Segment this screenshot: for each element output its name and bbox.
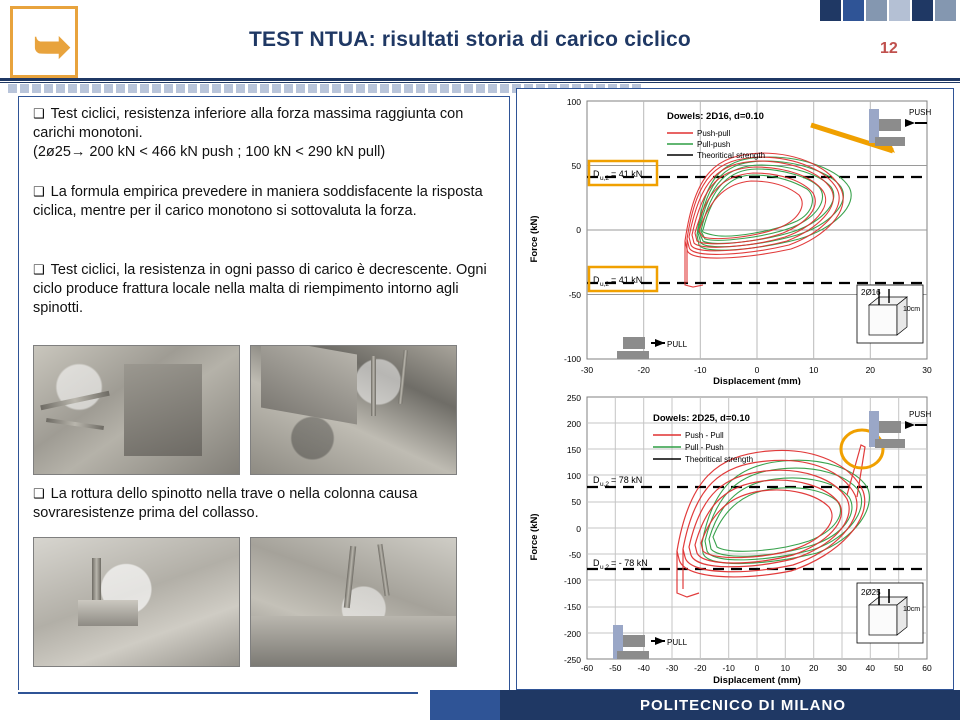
- svg-text:= 78 kN: = 78 kN: [611, 475, 643, 485]
- content-panel: [18, 96, 510, 692]
- dowel-specimen-photo-3: [33, 537, 240, 667]
- svg-text:Pull - Push: Pull - Push: [685, 443, 724, 452]
- photo-row-bottom: [33, 537, 457, 667]
- svg-text:-40: -40: [637, 663, 650, 673]
- svg-text:10cm: 10cm: [903, 306, 921, 313]
- svg-text:Dowels: 2D25, d=0.10: Dowels: 2D25, d=0.10: [653, 413, 750, 424]
- arrow-down-right-icon: ➥: [33, 20, 72, 72]
- svg-text:D: D: [593, 169, 600, 179]
- svg-text:Displacement (mm): Displacement (mm): [713, 675, 801, 686]
- svg-text:10: 10: [808, 365, 819, 375]
- svg-text:Pull-push: Pull-push: [697, 140, 731, 149]
- svg-text:D: D: [593, 558, 600, 568]
- svg-text:PUSH: PUSH: [909, 410, 932, 419]
- svg-text:100: 100: [566, 471, 581, 481]
- svg-text:-100: -100: [563, 576, 581, 586]
- header-divider: [0, 78, 960, 81]
- page-number: 12: [880, 40, 898, 57]
- bullet-marker-icon: ❑: [33, 185, 45, 200]
- svg-text:PULL: PULL: [667, 638, 688, 647]
- chart-2d25: [517, 387, 953, 687]
- svg-text:PULL: PULL: [667, 340, 688, 349]
- svg-text:30: 30: [922, 365, 932, 375]
- bullet-item-3: [33, 261, 503, 318]
- chart-2d16: [517, 89, 953, 385]
- svg-text:20: 20: [865, 365, 876, 375]
- svg-text:-10: -10: [722, 663, 735, 673]
- svg-text:= - 78 kN: = - 78 kN: [611, 558, 648, 568]
- svg-text:-10: -10: [694, 365, 707, 375]
- svg-text:Force (kN): Force (kN): [529, 513, 540, 561]
- svg-text:50: 50: [571, 161, 581, 171]
- svg-text:0: 0: [754, 663, 760, 673]
- svg-text:100: 100: [566, 97, 581, 107]
- svg-text:-100: -100: [563, 354, 581, 364]
- svg-text:-150: -150: [563, 602, 581, 612]
- svg-text:10: 10: [780, 663, 791, 673]
- charts-panel: [516, 88, 954, 690]
- bullet-marker-icon: ❑: [33, 487, 45, 502]
- damaged-beam-joint-photo-1: [33, 345, 240, 475]
- page-title: TEST NTUA: risultati storia di carico ciclico: [249, 28, 691, 51]
- damaged-beam-joint-photo-2: [250, 345, 457, 475]
- svg-text:u,2: u,2: [600, 481, 610, 488]
- bullet-text-4: La rottura dello spinotto nella trave o nella colonna causa sovraresistenze prima del collasso.: [33, 486, 418, 522]
- svg-text:Theoritical strength: Theoritical strength: [697, 151, 766, 160]
- svg-text:30: 30: [837, 663, 847, 673]
- svg-text:Dowels: 2D16, d=0.10: Dowels: 2D16, d=0.10: [667, 111, 764, 122]
- svg-text:u,2: u,2: [600, 564, 610, 571]
- svg-text:-50: -50: [609, 663, 622, 673]
- dowel-specimen-photo-4: [250, 537, 457, 667]
- bullet-marker-icon: ❑: [33, 107, 45, 122]
- svg-text:u,2: u,2: [600, 281, 610, 288]
- svg-text:= 41 kN: = 41 kN: [611, 169, 643, 179]
- svg-text:PUSH: PUSH: [909, 108, 932, 117]
- svg-text:-20: -20: [694, 663, 707, 673]
- bullet-text-2: La formula empirica prevedere in maniera soddisfacente la risposta ciclica, mentre per il carico monotono si sottovaluta la forza.: [33, 184, 483, 220]
- svg-text:50: 50: [893, 663, 904, 673]
- bullet-item-4: [33, 485, 503, 523]
- svg-text:150: 150: [566, 445, 581, 455]
- svg-text:40: 40: [865, 663, 876, 673]
- svg-text:= 41 kN: = 41 kN: [611, 275, 643, 285]
- photo-row-top: [33, 345, 457, 475]
- svg-text:2Ø16: 2Ø16: [861, 288, 881, 297]
- footer-organization: POLITECNICO DI MILANO: [640, 697, 846, 714]
- bullet-text-1: Test ciclici, resistenza inferiore alla forza massima raggiunta con carichi monotoni.: [33, 106, 464, 142]
- svg-text:200: 200: [566, 419, 581, 429]
- svg-text:10cm: 10cm: [903, 606, 921, 613]
- bullet-item-2: [33, 183, 503, 221]
- svg-text:60: 60: [922, 663, 932, 673]
- svg-text:Push - Pull: Push - Pull: [685, 431, 724, 440]
- svg-text:0: 0: [754, 365, 760, 375]
- svg-text:2Ø25: 2Ø25: [861, 588, 881, 597]
- bullet-marker-icon: ❑: [33, 263, 45, 278]
- logo-box: [10, 6, 78, 78]
- svg-text:-20: -20: [637, 365, 650, 375]
- header-decoration: [820, 0, 958, 21]
- svg-text:Theoritical strength: Theoritical strength: [685, 455, 754, 464]
- svg-text:D: D: [593, 475, 600, 485]
- svg-text:50: 50: [571, 497, 581, 507]
- svg-text:0: 0: [576, 225, 581, 235]
- svg-text:-60: -60: [580, 663, 594, 673]
- svg-text:-30: -30: [580, 365, 594, 375]
- bullet-item-1: [33, 105, 503, 162]
- svg-text:-30: -30: [665, 663, 679, 673]
- bullet-text-1b: (2ø25→ 200 kN < 466 kN push ; 100 kN < 290 kN pull): [33, 144, 386, 161]
- svg-text:20: 20: [808, 663, 819, 673]
- header-divider-thin: [0, 82, 960, 83]
- svg-text:0: 0: [576, 524, 581, 534]
- footer-divider: [18, 692, 418, 694]
- svg-text:-250: -250: [563, 655, 581, 665]
- svg-text:Force (kN): Force (kN): [529, 215, 540, 263]
- svg-text:D: D: [593, 275, 600, 285]
- svg-text:-200: -200: [563, 629, 581, 639]
- svg-text:-50: -50: [568, 550, 581, 560]
- bullet-text-3: Test ciclici, la resistenza in ogni passo di carico è decrescente. Ogni ciclo produce frattura locale nella malta di riempimento intorno agli spinotti.: [33, 262, 487, 317]
- svg-text:Displacement (mm): Displacement (mm): [713, 376, 801, 385]
- svg-text:Push-pull: Push-pull: [697, 129, 731, 138]
- footer-bar-secondary: [430, 690, 500, 720]
- svg-text:u,2: u,2: [600, 175, 610, 182]
- svg-text:250: 250: [566, 393, 581, 403]
- svg-text:-50: -50: [568, 290, 581, 300]
